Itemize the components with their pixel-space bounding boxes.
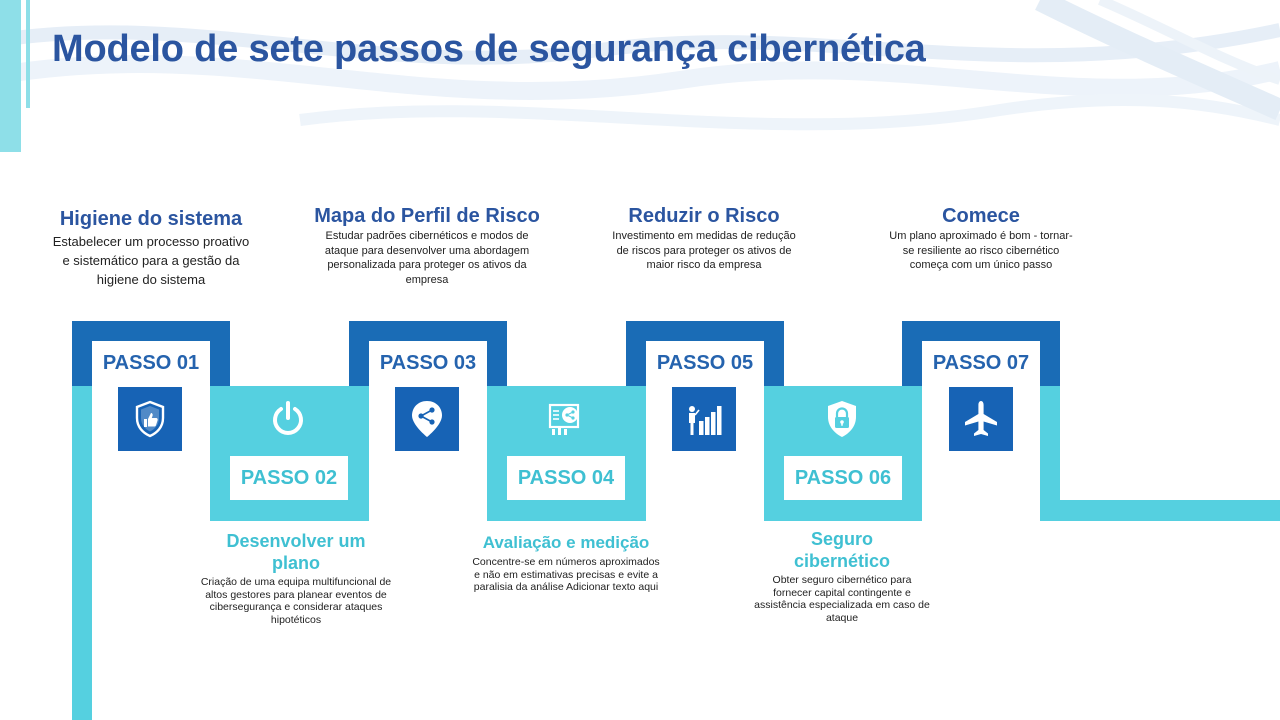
step-description-05	[608, 205, 800, 273]
step-description-01	[50, 208, 252, 289]
step-label: PASSO 02	[240, 466, 338, 489]
step-text: Estabelecer um processo proativo e sistemático para a gestão da higiene do sistema	[52, 234, 250, 287]
step-card-02	[230, 456, 348, 500]
step-label: PASSO 05	[656, 351, 754, 374]
step-description-02	[194, 530, 398, 626]
step-heading: Desenvolver um plano	[226, 531, 366, 573]
step-card-07	[922, 341, 1040, 385]
step-card-04	[507, 456, 625, 500]
step-label: PASSO 04	[517, 466, 615, 489]
step-text: Um plano aproximado é bom - tornar-se resiliente ao risco cibernético começa com um único passo	[889, 230, 1073, 271]
step-text: Criação de uma equipa multifuncional de altos gestores para planear eventos de cibersegurança e considerar ataques hipotéticos	[200, 576, 392, 626]
presentation-share-icon	[534, 387, 598, 451]
step-card-01	[92, 341, 210, 385]
share-pin-icon	[395, 387, 459, 451]
step-card-06	[784, 456, 902, 500]
step-heading: Avaliação e medição	[482, 533, 650, 552]
step-text: Concentre-se em números aproximados e não em estimativas precisas e evite a paralisia da análise Adicionar texto aqui	[472, 556, 660, 593]
step-label: PASSO 03	[379, 351, 477, 374]
airplane-icon	[949, 387, 1013, 451]
step-heading: Seguro cibernético	[793, 529, 891, 571]
step-card-05	[646, 341, 764, 385]
step-heading: Reduzir o Risco	[628, 205, 780, 227]
step-description-04	[470, 532, 662, 594]
growth-chart-person-icon	[672, 387, 736, 451]
step-text: Investimento em medidas de redução de riscos para proteger os ativos de maior risco da empresa	[612, 230, 796, 271]
shield-thumbs-up-icon	[118, 387, 182, 451]
step-heading: Mapa do Perfil de Risco	[314, 205, 540, 227]
power-icon	[256, 387, 320, 451]
step-heading: Comece	[942, 205, 1020, 227]
step-description-06	[754, 528, 930, 624]
step-card-03	[369, 341, 487, 385]
step-label: PASSO 01	[102, 351, 200, 374]
step-description-07	[888, 205, 1074, 273]
page-title: Modelo de sete passos de segurança cibernética	[52, 28, 926, 70]
step-text: Estudar padrões cibernéticos e modos de ataque para desenvolver uma abordagem personalizada para proteger os ativos da empresa	[324, 230, 530, 286]
step-description-03	[308, 205, 546, 287]
padlock-shield-icon	[810, 387, 874, 451]
step-text: Obter seguro cibernético para fornecer capital contingente e assistência especializada em caso de ataque	[754, 574, 930, 624]
step-label: PASSO 06	[794, 466, 892, 489]
step-label: PASSO 07	[932, 351, 1030, 374]
step-heading: Higiene do sistema	[59, 208, 243, 230]
